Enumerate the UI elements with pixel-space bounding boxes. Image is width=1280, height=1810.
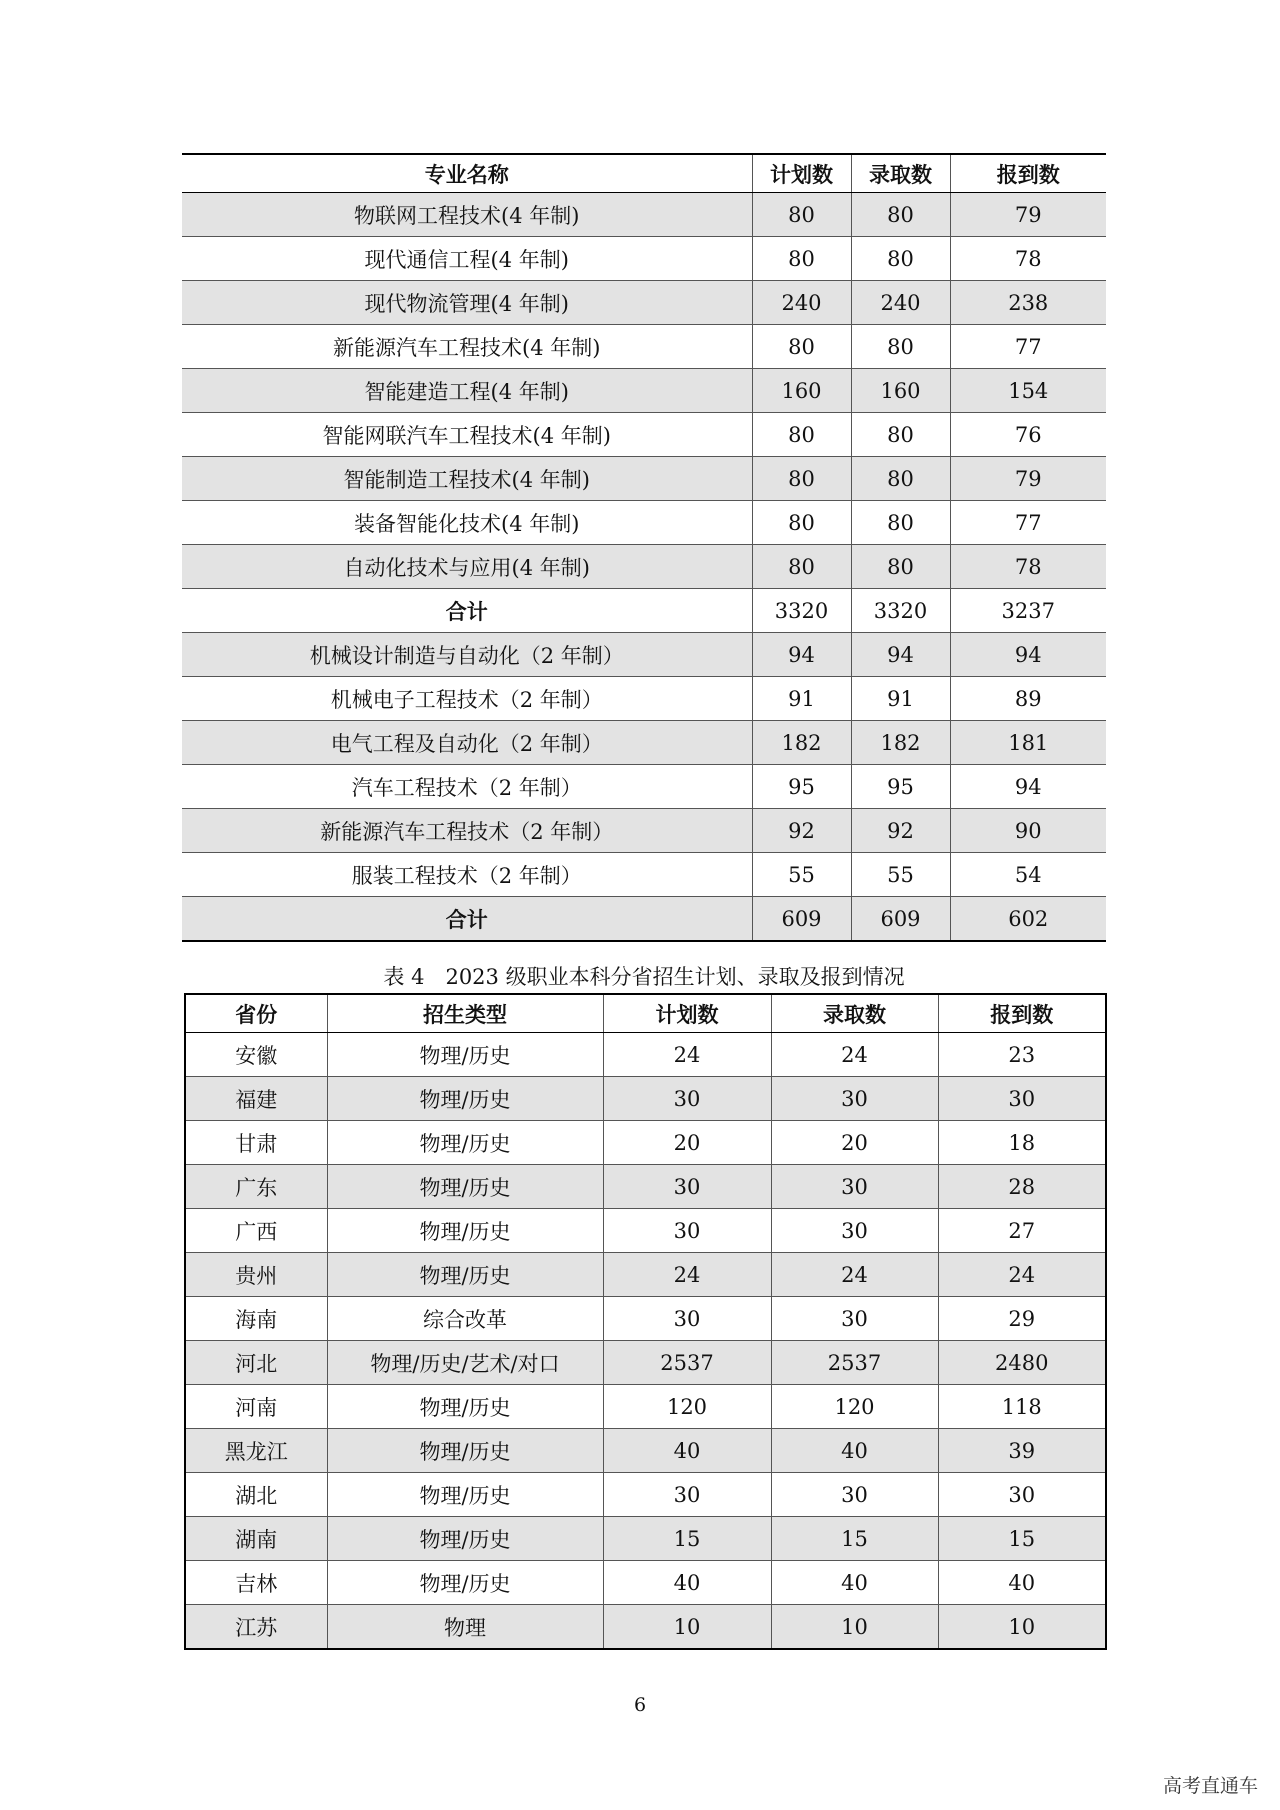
major-name-cell: 智能网联汽车工程技术(4 年制) — [182, 413, 752, 457]
table-row — [185, 1209, 1106, 1253]
admit-cell: 55 — [851, 853, 950, 897]
type-cell: 物理/历史 — [327, 1077, 603, 1121]
type-cell: 物理/历史 — [327, 1385, 603, 1429]
table-row — [182, 853, 1106, 897]
admit-cell: 92 — [851, 809, 950, 853]
plan-cell: 20 — [603, 1121, 771, 1165]
admit-cell: 30 — [771, 1165, 938, 1209]
table-row — [185, 1517, 1106, 1561]
report-cell: 3237 — [950, 589, 1106, 633]
report-cell: 79 — [950, 457, 1106, 501]
admit-cell: 80 — [851, 325, 950, 369]
type-cell: 物理 — [327, 1605, 603, 1650]
admit-cell: 80 — [851, 457, 950, 501]
report-cell: 24 — [938, 1253, 1106, 1297]
table-row — [185, 1605, 1106, 1650]
province-cell: 河北 — [185, 1341, 327, 1385]
admit-cell: 15 — [771, 1517, 938, 1561]
type-cell: 综合改革 — [327, 1297, 603, 1341]
table-row — [182, 677, 1106, 721]
plan-cell: 30 — [603, 1209, 771, 1253]
report-cell: 54 — [950, 853, 1106, 897]
report-cell: 154 — [950, 369, 1106, 413]
plan-cell: 30 — [603, 1473, 771, 1517]
table-row — [182, 281, 1106, 325]
plan-cell: 182 — [752, 721, 851, 765]
type-cell: 物理/历史 — [327, 1165, 603, 1209]
report-cell: 30 — [938, 1473, 1106, 1517]
province-cell: 福建 — [185, 1077, 327, 1121]
plan-cell: 30 — [603, 1297, 771, 1341]
admit-cell: 24 — [771, 1253, 938, 1297]
major-name-cell: 服装工程技术（2 年制） — [182, 853, 752, 897]
admit-cell: 20 — [771, 1121, 938, 1165]
admit-cell: 30 — [771, 1077, 938, 1121]
plan-cell: 10 — [603, 1605, 771, 1650]
table-row — [182, 457, 1106, 501]
plan-cell: 80 — [752, 237, 851, 281]
plan-cell: 94 — [752, 633, 851, 677]
plan-cell: 24 — [603, 1253, 771, 1297]
table-row — [182, 413, 1106, 457]
admit-cell: 80 — [851, 545, 950, 589]
plan-cell: 91 — [752, 677, 851, 721]
table-caption: 表 4 2023 级职业本科分省招生计划、录取及报到情况 — [383, 965, 905, 989]
plan-cell: 609 — [752, 897, 851, 942]
admit-cell: 94 — [851, 633, 950, 677]
admit-cell: 182 — [851, 721, 950, 765]
report-cell: 15 — [938, 1517, 1106, 1561]
province-cell: 海南 — [185, 1297, 327, 1341]
report-cell: 78 — [950, 237, 1106, 281]
report-cell: 76 — [950, 413, 1106, 457]
table-row — [185, 1561, 1106, 1605]
table-row — [182, 325, 1106, 369]
major-name-cell: 合计 — [182, 589, 752, 633]
header-type: 招生类型 — [327, 994, 603, 1033]
table-row — [182, 545, 1106, 589]
plan-cell: 15 — [603, 1517, 771, 1561]
table-row — [182, 193, 1106, 237]
admit-cell: 10 — [771, 1605, 938, 1650]
province-cell: 广东 — [185, 1165, 327, 1209]
plan-cell: 95 — [752, 765, 851, 809]
report-cell: 77 — [950, 325, 1106, 369]
plan-cell: 2537 — [603, 1341, 771, 1385]
table-row — [182, 765, 1106, 809]
report-cell: 79 — [950, 193, 1106, 237]
table-row — [182, 501, 1106, 545]
type-cell: 物理/历史 — [327, 1033, 603, 1077]
report-cell: 89 — [950, 677, 1106, 721]
province-cell: 广西 — [185, 1209, 327, 1253]
major-name-cell: 机械设计制造与自动化（2 年制） — [182, 633, 752, 677]
plan-cell: 92 — [752, 809, 851, 853]
major-enrollment-table — [182, 153, 1106, 942]
table-row — [185, 1165, 1106, 1209]
province-cell: 吉林 — [185, 1561, 327, 1605]
major-name-cell: 装备智能化技术(4 年制) — [182, 501, 752, 545]
header-admit: 录取数 — [851, 154, 950, 193]
province-cell: 江苏 — [185, 1605, 327, 1650]
report-cell: 10 — [938, 1605, 1106, 1650]
province-cell: 河南 — [185, 1385, 327, 1429]
major-name-cell: 合计 — [182, 897, 752, 942]
plan-cell: 40 — [603, 1429, 771, 1473]
type-cell: 物理/历史 — [327, 1561, 603, 1605]
type-cell: 物理/历史/艺术/对口 — [327, 1341, 603, 1385]
major-name-cell: 现代物流管理(4 年制) — [182, 281, 752, 325]
plan-cell: 120 — [603, 1385, 771, 1429]
report-cell: 90 — [950, 809, 1106, 853]
header-report: 报到数 — [938, 994, 1106, 1033]
report-cell: 78 — [950, 545, 1106, 589]
report-cell: 118 — [938, 1385, 1106, 1429]
type-cell: 物理/历史 — [327, 1517, 603, 1561]
table-row — [185, 1429, 1106, 1473]
table-row — [185, 1121, 1106, 1165]
page-number: 6 — [633, 1694, 647, 1716]
major-name-cell: 智能建造工程(4 年制) — [182, 369, 752, 413]
province-cell: 湖北 — [185, 1473, 327, 1517]
type-cell: 物理/历史 — [327, 1429, 603, 1473]
table-row — [185, 1473, 1106, 1517]
header-admit: 录取数 — [771, 994, 938, 1033]
admit-cell: 80 — [851, 413, 950, 457]
header-province: 省份 — [185, 994, 327, 1033]
table-row — [185, 1297, 1106, 1341]
table-row — [182, 633, 1106, 677]
admit-cell: 40 — [771, 1561, 938, 1605]
major-name-cell: 物联网工程技术(4 年制) — [182, 193, 752, 237]
table-row — [182, 369, 1106, 413]
table-row — [185, 1033, 1106, 1077]
table-header-row — [185, 994, 1106, 1033]
report-cell: 40 — [938, 1561, 1106, 1605]
report-cell: 23 — [938, 1033, 1106, 1077]
admit-cell: 30 — [771, 1473, 938, 1517]
major-name-cell: 机械电子工程技术（2 年制） — [182, 677, 752, 721]
table-row — [182, 237, 1106, 281]
province-enrollment-table — [184, 993, 1107, 1650]
plan-cell: 30 — [603, 1077, 771, 1121]
province-cell: 贵州 — [185, 1253, 327, 1297]
major-name-cell: 智能制造工程技术(4 年制) — [182, 457, 752, 501]
report-cell: 94 — [950, 765, 1106, 809]
admit-cell: 2537 — [771, 1341, 938, 1385]
header-plan: 计划数 — [603, 994, 771, 1033]
report-cell: 181 — [950, 721, 1106, 765]
type-cell: 物理/历史 — [327, 1473, 603, 1517]
plan-cell: 24 — [603, 1033, 771, 1077]
report-cell: 39 — [938, 1429, 1106, 1473]
admit-cell: 3320 — [851, 589, 950, 633]
header-report: 报到数 — [950, 154, 1106, 193]
major-name-cell: 新能源汽车工程技术（2 年制） — [182, 809, 752, 853]
table-row — [185, 1385, 1106, 1429]
report-cell: 238 — [950, 281, 1106, 325]
major-name-cell: 电气工程及自动化（2 年制） — [182, 721, 752, 765]
major-name-cell: 自动化技术与应用(4 年制) — [182, 545, 752, 589]
plan-cell: 55 — [752, 853, 851, 897]
plan-cell: 80 — [752, 193, 851, 237]
province-cell: 安徽 — [185, 1033, 327, 1077]
header-major-name: 专业名称 — [182, 154, 752, 193]
plan-cell: 80 — [752, 545, 851, 589]
admit-cell: 30 — [771, 1297, 938, 1341]
province-cell: 湖南 — [185, 1517, 327, 1561]
table-row — [185, 1077, 1106, 1121]
admit-cell: 609 — [851, 897, 950, 942]
plan-cell: 80 — [752, 457, 851, 501]
table-row — [182, 721, 1106, 765]
admit-cell: 30 — [771, 1209, 938, 1253]
type-cell: 物理/历史 — [327, 1121, 603, 1165]
major-name-cell: 新能源汽车工程技术(4 年制) — [182, 325, 752, 369]
type-cell: 物理/历史 — [327, 1253, 603, 1297]
admit-cell: 160 — [851, 369, 950, 413]
admit-cell: 24 — [771, 1033, 938, 1077]
report-cell: 77 — [950, 501, 1106, 545]
plan-cell: 40 — [603, 1561, 771, 1605]
table-header-row — [182, 154, 1106, 193]
province-cell: 黑龙江 — [185, 1429, 327, 1473]
admit-cell: 240 — [851, 281, 950, 325]
table-row — [185, 1341, 1106, 1385]
type-cell: 物理/历史 — [327, 1209, 603, 1253]
report-cell: 28 — [938, 1165, 1106, 1209]
plan-cell: 80 — [752, 325, 851, 369]
table-row — [182, 809, 1106, 853]
admit-cell: 95 — [851, 765, 950, 809]
report-cell: 2480 — [938, 1341, 1106, 1385]
report-cell: 602 — [950, 897, 1106, 942]
major-name-cell: 现代通信工程(4 年制) — [182, 237, 752, 281]
admit-cell: 120 — [771, 1385, 938, 1429]
plan-cell: 3320 — [752, 589, 851, 633]
header-plan: 计划数 — [752, 154, 851, 193]
report-cell: 94 — [950, 633, 1106, 677]
table-row — [185, 1253, 1106, 1297]
table-row — [182, 589, 1106, 633]
report-cell: 27 — [938, 1209, 1106, 1253]
report-cell: 30 — [938, 1077, 1106, 1121]
admit-cell: 91 — [851, 677, 950, 721]
major-name-cell: 汽车工程技术（2 年制） — [182, 765, 752, 809]
admit-cell: 40 — [771, 1429, 938, 1473]
province-cell: 甘肃 — [185, 1121, 327, 1165]
report-cell: 29 — [938, 1297, 1106, 1341]
admit-cell: 80 — [851, 501, 950, 545]
plan-cell: 80 — [752, 501, 851, 545]
watermark: 高考直通车 — [1162, 1775, 1258, 1797]
plan-cell: 80 — [752, 413, 851, 457]
admit-cell: 80 — [851, 193, 950, 237]
table-row — [182, 897, 1106, 942]
plan-cell: 240 — [752, 281, 851, 325]
admit-cell: 80 — [851, 237, 950, 281]
plan-cell: 160 — [752, 369, 851, 413]
report-cell: 18 — [938, 1121, 1106, 1165]
plan-cell: 30 — [603, 1165, 771, 1209]
